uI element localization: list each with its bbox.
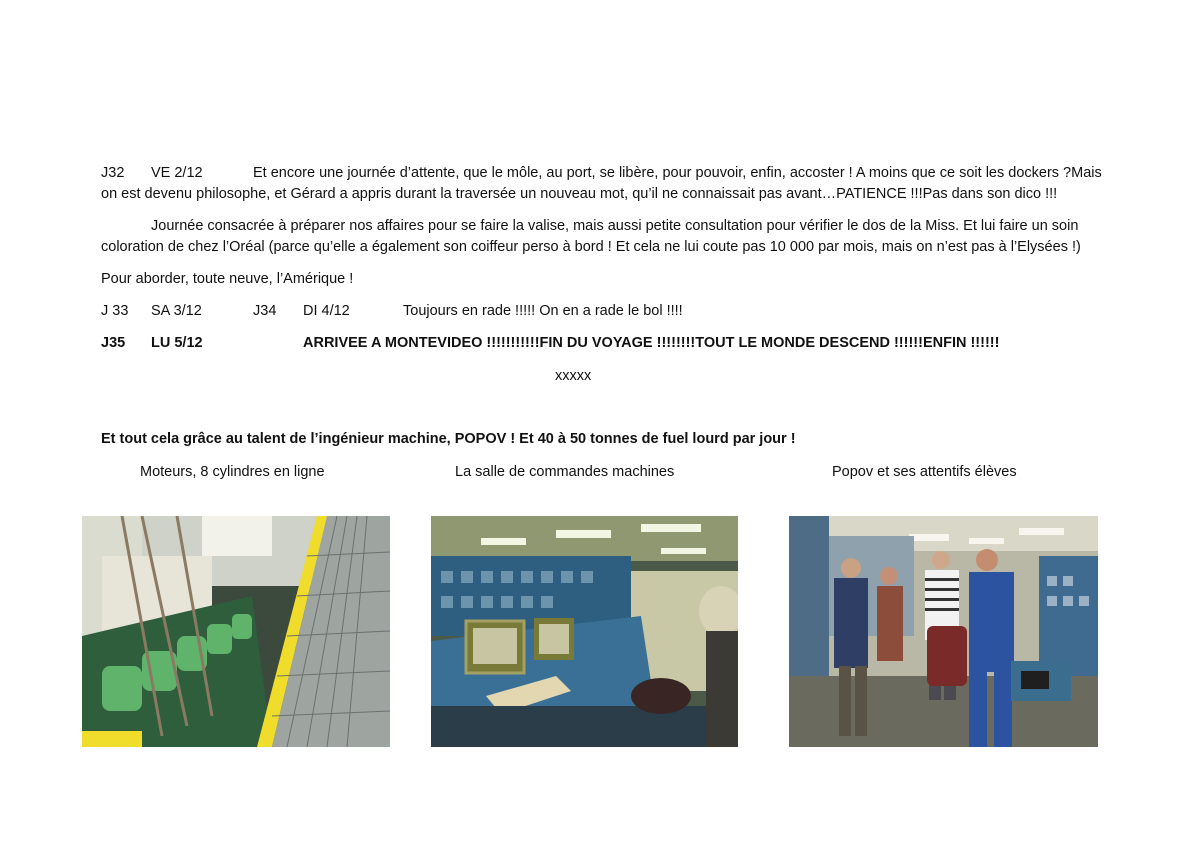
entry-j32-text: Et encore une journée d’attente, que le môle, au port, se libère, pour pouvoir, enfin, accoster ! A moins que ce soit les dockers ?Mais [253,165,1102,181]
entry-j32-day: J32 [101,165,125,181]
photo-engines [82,516,390,747]
entry-j35-date: LU 5/12 [151,335,203,351]
entry-j35-text: ARRIVEE A MONTEVIDEO !!!!!!!!!!!FIN DU VOYAGE !!!!!!!!TOUT LE MONDE DESCEND !!!!!!ENFIN !!!!!! [303,335,1000,351]
entry-j33-date: SA 3/12 [151,303,202,319]
tribute-heading: Et tout cela grâce au talent de l’ingénieur machine, POPOV ! Et 40 à 50 tonnes de fuel lourd par jour ! [101,431,796,447]
entry-j32-continuation: on est devenu philosophe, et Gérard a appris durant la traversée un nouveau mot, qu’il ne connaissait pas avant…PATIENCE !!!Pas dans son dico !!! [101,186,1058,202]
entry-j32-date: VE 2/12 [151,165,203,181]
paragraph-journee-first: Journée consacrée à préparer nos affaires pour se faire la valise, mais aussi petite consultation pour vérifier le dos de la Miss. Et lui faire un soin [151,218,1079,234]
entry-j34-date: DI 4/12 [303,303,350,319]
paragraph-journee-second: coloration de chez l’Oréal (parce qu’elle a également son coiffeur perso à bord ! Et cela ne lui coute pas 10 000 par mois, mais on n’est pas à l’Elysées !) [101,239,1081,255]
photo-control-room [431,516,738,747]
entry-j33-day: J 33 [101,303,129,319]
paragraph-aborder: Pour aborder, toute neuve, l’Amérique ! [101,271,354,287]
entry-j34-text: Toujours en rade !!!!! On en a rade le bol !!!! [403,303,683,319]
separator: xxxxx [555,368,592,384]
entry-j34-day: J34 [253,303,277,319]
photo-popov [789,516,1098,747]
caption-engines: Moteurs, 8 cylindres en ligne [140,464,325,480]
caption-control-room: La salle de commandes machines [455,464,675,480]
caption-popov: Popov et ses attentifs élèves [832,464,1017,480]
entry-j35-day: J35 [101,335,126,351]
